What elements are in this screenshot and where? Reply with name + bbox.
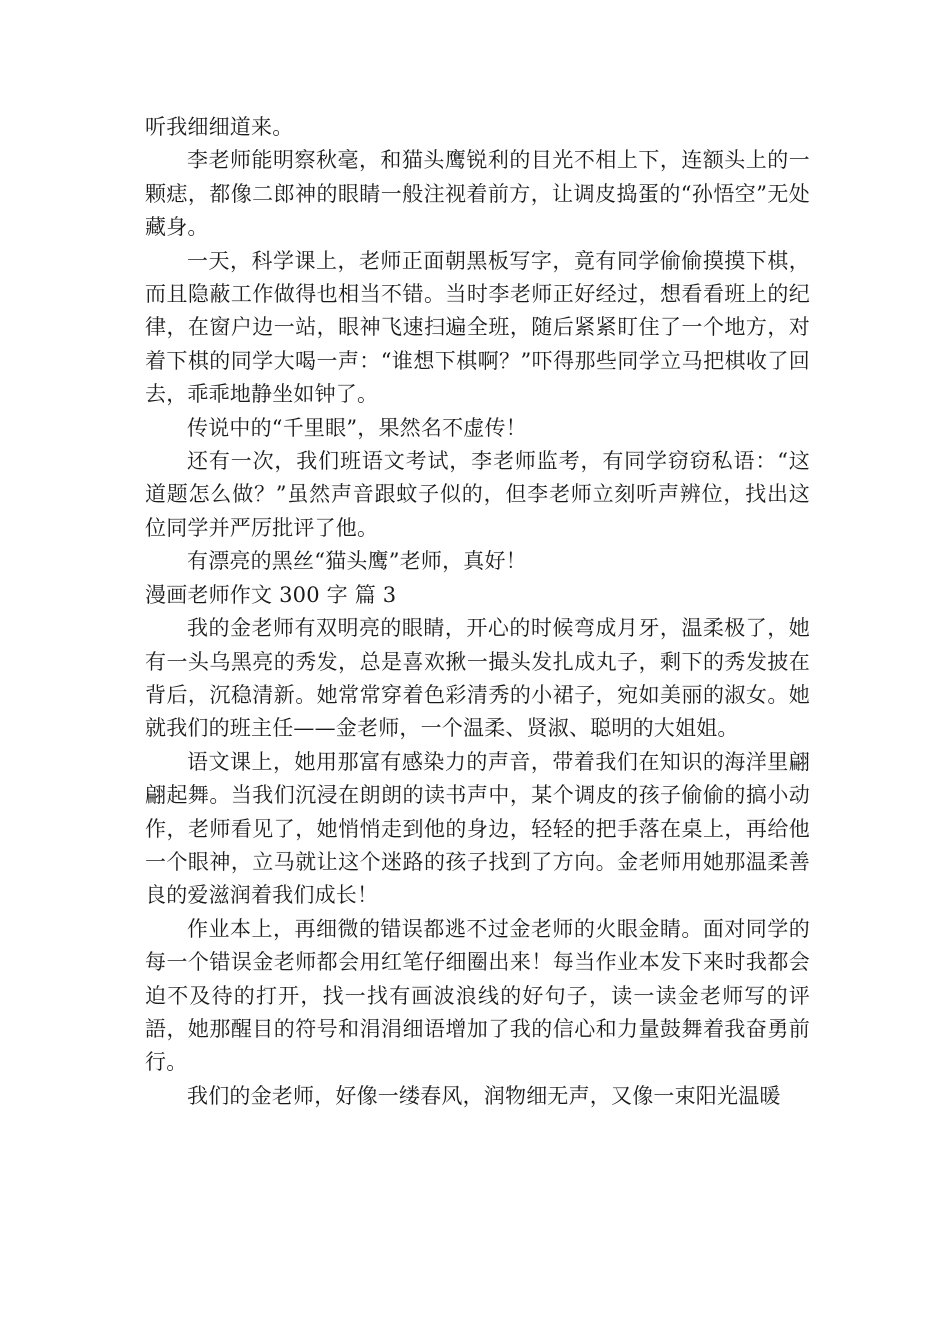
essay-body (145, 111, 810, 1113)
paragraph-6: 有漂亮的黑丝“猫头鹰”老师，真好！ (187, 549, 527, 574)
paragraph-3: 一天，科学课上，老师正面朝黑板写字，竟有同学偷偷摸摸下棋，而且隐蔽工作做得也相当不错。当时李老师正好经过，想看看班上的纪律，在窗户边一站，眼神飞速扫遍全班，随后紧紧盯住了一个地方，对着下棋的同学大喝一声：“谁想下棋啊？”吓得那些同学立马把棋收了回去，乖乖地静坐如钟了。 (145, 248, 810, 407)
paragraph-5: 还有一次，我们班语文考试，李老师监考，有同学窃窃私语：“这道题怎么做？”虽然声音跟蚊子似的，但李老师立刻听声辨位，找出这位同学并严厉批评了他。 (145, 449, 810, 540)
paragraph-7: 我的金老师有双明亮的眼睛，开心的时候弯成月牙，温柔极了，她有一头乌黑亮的秀发，总是喜欢揪一撮头发扎成丸子，剩下的秀发披在背后，沉稳清新。她常常穿着色彩清秀的小裙子，宛如美丽的淑女。她就我们的班主任——金老师，一个温柔、贤淑、聪明的大姐姐。 (145, 616, 810, 741)
paragraph-8: 语文课上，她用那富有感染力的声音，带着我们在知识的海洋里翩翩起舞。当我们沉浸在朗朗的读书声中，某个调皮的孩子偷偷的搞小动作，老师看见了，她悄悄走到他的身边，轻轻的把手落在桌上，再给他一个眼神，立马就让这个迷路的孩子找到了方向。金老师用她那温柔善良的爱滋润着我们成长！ (145, 749, 810, 908)
paragraph-4: 传说中的“千里眼”，果然名不虚传！ (187, 415, 527, 440)
paragraph-9: 作业本上，再细微的错误都逃不过金老师的火眼金睛。面对同学的每一个错误金老师都会用红笔仔细圈出来！每当作业本发下来时我都会迫不及待的打开，找一找有画波浪线的好句子，读一读金老师写的评語，她那醒目的符号和涓涓细语增加了我的信心和力量鼓舞着我奋勇前行。 (145, 916, 810, 1075)
paragraph-10: 我们的金老师，好像一缕春风，润物细无声，又像一束阳光温暖 (187, 1083, 781, 1108)
paragraph-1: 听我细细道来。 (145, 115, 294, 139)
section-heading: 漫画老师作文 300 字 篇 3 (145, 582, 397, 607)
paragraph-2: 李老师能明察秋毫，和猫头鹰锐利的目光不相上下，连额头上的一颗痣，都像二郎神的眼睛一般注视着前方，让调皮捣蛋的“孙悟空”无处藏身。 (145, 148, 810, 240)
